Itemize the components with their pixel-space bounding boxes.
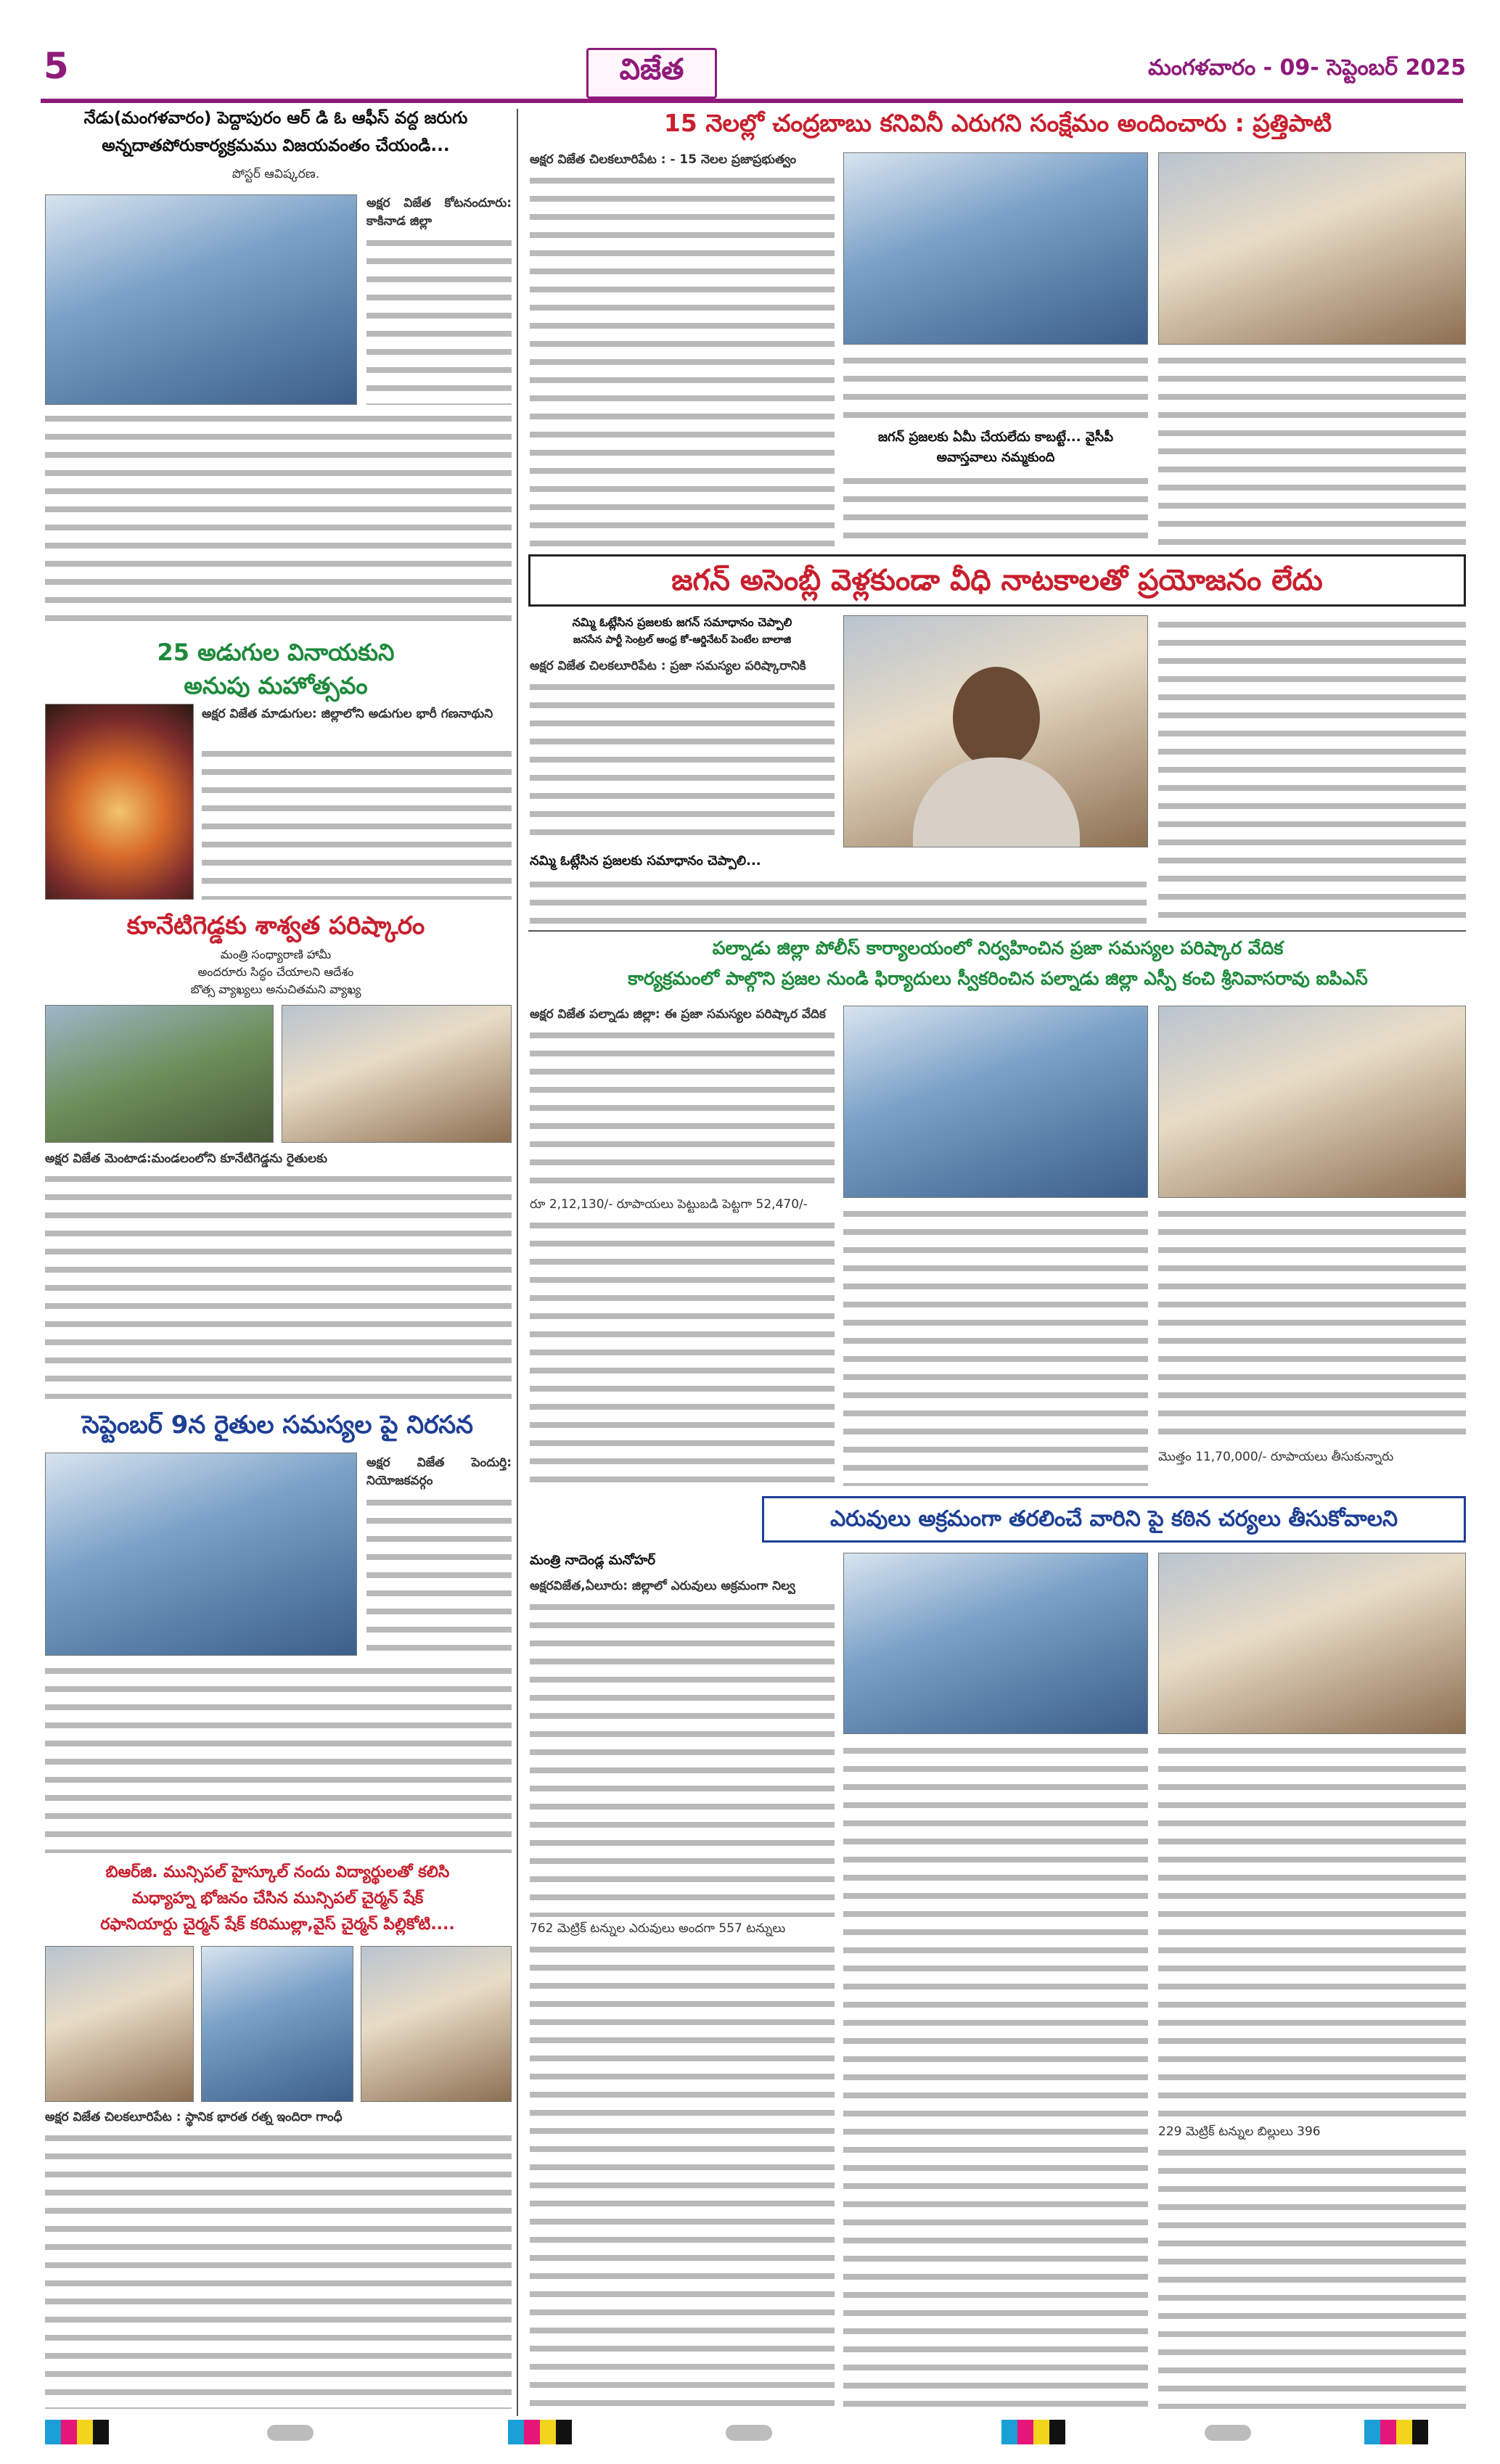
meal-title-2: మధ్యాహ్న భోజనం చేసిన మున్సిపల్ చైర్మన్ షేక్ <box>131 1889 424 1907</box>
register-pill-1 <box>267 2425 313 2441</box>
police-body-col2 <box>843 1204 1148 1486</box>
jagan-title: జగన్ అసెంబ్లీ వెళ్లకుండా వీధి నాటకాలతో ప్రయోజనం లేదు <box>671 564 1323 597</box>
vinayaka-byline: అక్షర విజేత మాడుగుల: జిల్లాలోని అడుగుల భారీ గణనాథుని <box>202 707 493 721</box>
jagan-body-bottom <box>530 875 1147 924</box>
logo: విజేత <box>619 53 684 86</box>
police-body-col3a <box>1158 1204 1466 1444</box>
fertilizer-body-col1b <box>530 1940 835 2409</box>
fertilizer-photo-1 <box>843 1553 1148 1734</box>
balaji-portrait <box>843 615 1148 847</box>
meal-title-3: రఫానియార్దు చైర్మన్ షేక్ కరిముల్లా,వైస్ చైర్మన్ పిల్లికోటి.... <box>100 1915 455 1934</box>
vinayaka-title-2: అనుపు మహోత్సవం <box>184 672 368 699</box>
fertilizer-body-col2 <box>843 1741 1148 2409</box>
jagan-sub-2: జనసేన పార్టీ సెంట్రల్ ఆంధ్ర కో-ఆర్డినేటర్ పెంటేల బాలాజి <box>573 634 792 646</box>
fertilizer-body-col1a <box>530 1598 835 1917</box>
meal-byline: అక్షర విజేత చిలకలూరిపేట : స్థానిక భారత రత్న ఇందిరా గాంధీ <box>45 2110 343 2124</box>
page-number: 5 <box>44 45 69 87</box>
column-divider <box>517 109 518 2416</box>
divider-police <box>528 930 1466 932</box>
police-body-col1b <box>530 1216 835 1486</box>
police-byline: అక్షర విజేత పల్నాడు జిల్లా: ఈ ప్రజా సమస్యల పరిష్కార వేదిక <box>530 1007 826 1022</box>
police-body-col1a <box>530 1026 835 1193</box>
top-pullquote-2: అవాస్తవాలు నమ్మకుంది <box>936 450 1055 465</box>
vinayaka-body <box>202 744 512 900</box>
notice-title-2: అన్నదాతపోరుకార్యక్రమము విజయవంతం చేయండి... <box>102 136 450 155</box>
register-pill-2 <box>726 2425 772 2441</box>
kuneti-body <box>45 1170 512 1399</box>
sept-body-right <box>366 1493 512 1656</box>
sept-body <box>45 1662 512 1853</box>
kuneti-photo-2 <box>282 1005 512 1143</box>
fertilizer-stat: 762 మెట్రిక్ టన్నుల ఎరువులు అందగా 557 టన్నులు <box>530 1921 786 1936</box>
jagan-body-col1 <box>530 678 835 845</box>
kuneti-title: కూనేటిగెడ్డకు శాశ్వత పరిష్కారం <box>126 911 425 940</box>
meal-photo-2 <box>201 1946 353 2102</box>
meal-photo-1 <box>45 1946 194 2102</box>
vinayaka-title-1: 25 అడుగుల వినాయకుని <box>157 638 395 666</box>
fertilizer-body-col3b <box>1158 2143 1466 2409</box>
jagan-body-col3 <box>1158 615 1466 924</box>
color-bar-2 <box>508 2420 572 2444</box>
masthead <box>0 0 1500 109</box>
notice-body-right <box>366 234 512 405</box>
jagan-subhead-2: నమ్మి ఓట్లేసిన ప్రజలకు సమాధానం చెప్పాలి... <box>530 853 761 868</box>
kuneti-sub-3: బొత్స వ్యాఖ్యలు అనుచితమని వ్యాఖ్య <box>190 982 361 996</box>
fertilizer-body-col3a <box>1158 1741 1466 2119</box>
meal-title-1: బిఆర్‌జి. మున్సిపల్ హైస్కూల్ నందు విద్యార్థులతో కలిసి <box>105 1863 450 1881</box>
top-story-body-col2b <box>843 472 1148 549</box>
kuneti-sub-1: మంత్రి సంధ్యారాణి హామీ <box>220 948 332 961</box>
police-amounts: రూ 2,12,130/- రూపాయలు పెట్టుబడి పెట్టగా 52,470/- <box>530 1197 808 1212</box>
meal-body <box>45 2129 512 2409</box>
top-photo-1 <box>843 152 1148 345</box>
notice-byline: అక్షర విజేత కోటనందూరు: కాకినాడ జిల్లా <box>366 196 512 229</box>
sept-photo <box>45 1453 357 1656</box>
sept-title: సెప్టెంబర్ 9న రైతుల సమస్యల పై నిరసన <box>81 1410 474 1440</box>
top-photo-2 <box>1158 152 1466 345</box>
top-story-body-col1 <box>530 171 835 549</box>
meal-photo-3 <box>361 1946 512 2102</box>
fertilizer-title-box <box>762 1496 1466 1543</box>
sept-byline: అక్షర విజేత పెందుర్తి: నియోజకవర్గం <box>366 1455 512 1488</box>
police-title-1: పల్నాడు జిల్లా పోలీస్ కార్యాలయంలో నిర్వహించిన ప్రజా సమస్యల పరిష్కార వేదిక <box>712 937 1284 958</box>
fertilizer-title: ఎరువులు అక్రమంగా తరలించే వారిని పై కఠిన చర్యలు తీసుకోవాలని <box>829 1506 1398 1532</box>
notice-body <box>45 409 512 627</box>
jagan-title-box <box>528 554 1466 607</box>
top-story-body-col3 <box>1158 351 1466 549</box>
fertilizer-sub: మంత్రి నాదెండ్ల మనోహర్ <box>530 1553 656 1568</box>
top-pullquote-1: జగన్ ప్రజలకు ఏమీ చేయలేదు కాబట్టే... వైసీపీ <box>877 430 1114 445</box>
jagan-byline: అక్షర విజేత చిలకలూరిపేట : ప్రజా సమస్యల పరిష్కారానికి <box>530 659 806 673</box>
police-photo-2 <box>1158 1006 1466 1198</box>
color-bar-4 <box>1364 2420 1428 2444</box>
kuneti-photo-1 <box>45 1005 274 1143</box>
police-photo-1 <box>843 1006 1148 1198</box>
poster-photo <box>45 194 357 405</box>
notice-sub: పోస్టర్ ఆవిష్కరణ. <box>231 167 320 181</box>
color-bar-3 <box>1001 2420 1065 2444</box>
kuneti-byline: అక్షర విజేత మెంటాడ:మండలంలోని కూనేటిగెడ్డను రైతులకు <box>45 1151 327 1166</box>
date-line: మంగళవారం - 09- సెప్టెంబర్ 2025 <box>1147 55 1466 81</box>
top-story-byline: అక్షర విజేత చిలకలూరిపేట : - 15 నెలల ప్రజాప్రభుత్వం <box>530 152 797 167</box>
police-title-2: కార్యక్రమంలో పాల్గొని ప్రజల నుండి ఫిర్యాదులు స్వీకరించిన పల్నాడు జిల్లా ఎస్పీ కంచి శ్రీనివాసరావు ఐపిఎస్ <box>628 968 1368 989</box>
logo-box <box>586 48 717 99</box>
kuneti-sub-2: అందరూరు సిద్ధం చేయాలని ఆదేశం <box>197 965 354 979</box>
jagan-sub-1: నమ్మి ఓట్లేసిన ప్రజలకు జగన్ సమాధానం చెప్పాలి <box>572 615 792 629</box>
notice-title-1: నేడు(మంగళవారం) పెద్దాపురం ఆర్ డి ఓ ఆఫీస్ వద్ద జరుగు <box>83 109 468 128</box>
register-pill-3 <box>1205 2425 1251 2441</box>
top-story-title: 15 నెలల్లో చంద్రబాబు కనివినీ ఎరుగని సంక్షేమం అందించారు : ప్రత్తిపాటి <box>663 109 1332 137</box>
fertilizer-photo-2 <box>1158 1553 1466 1734</box>
ganesha-photo <box>45 704 194 900</box>
top-story-body-col2 <box>843 351 1148 424</box>
color-bar-1 <box>45 2420 109 2444</box>
masthead-rule <box>41 99 1463 103</box>
police-closing: మొత్తం 11,70,000/- రూపాయలు తీసుకున్నారు <box>1158 1450 1394 1464</box>
fertilizer-byline: అక్షరవిజేత,ఏలూరు: జిల్లాలో ఎరువులు అక్రమంగా నిల్వ <box>530 1579 795 1593</box>
fertilizer-stat-2: 229 మెట్రిక్ టన్నుల బిల్లులు 396 <box>1158 2124 1321 2139</box>
